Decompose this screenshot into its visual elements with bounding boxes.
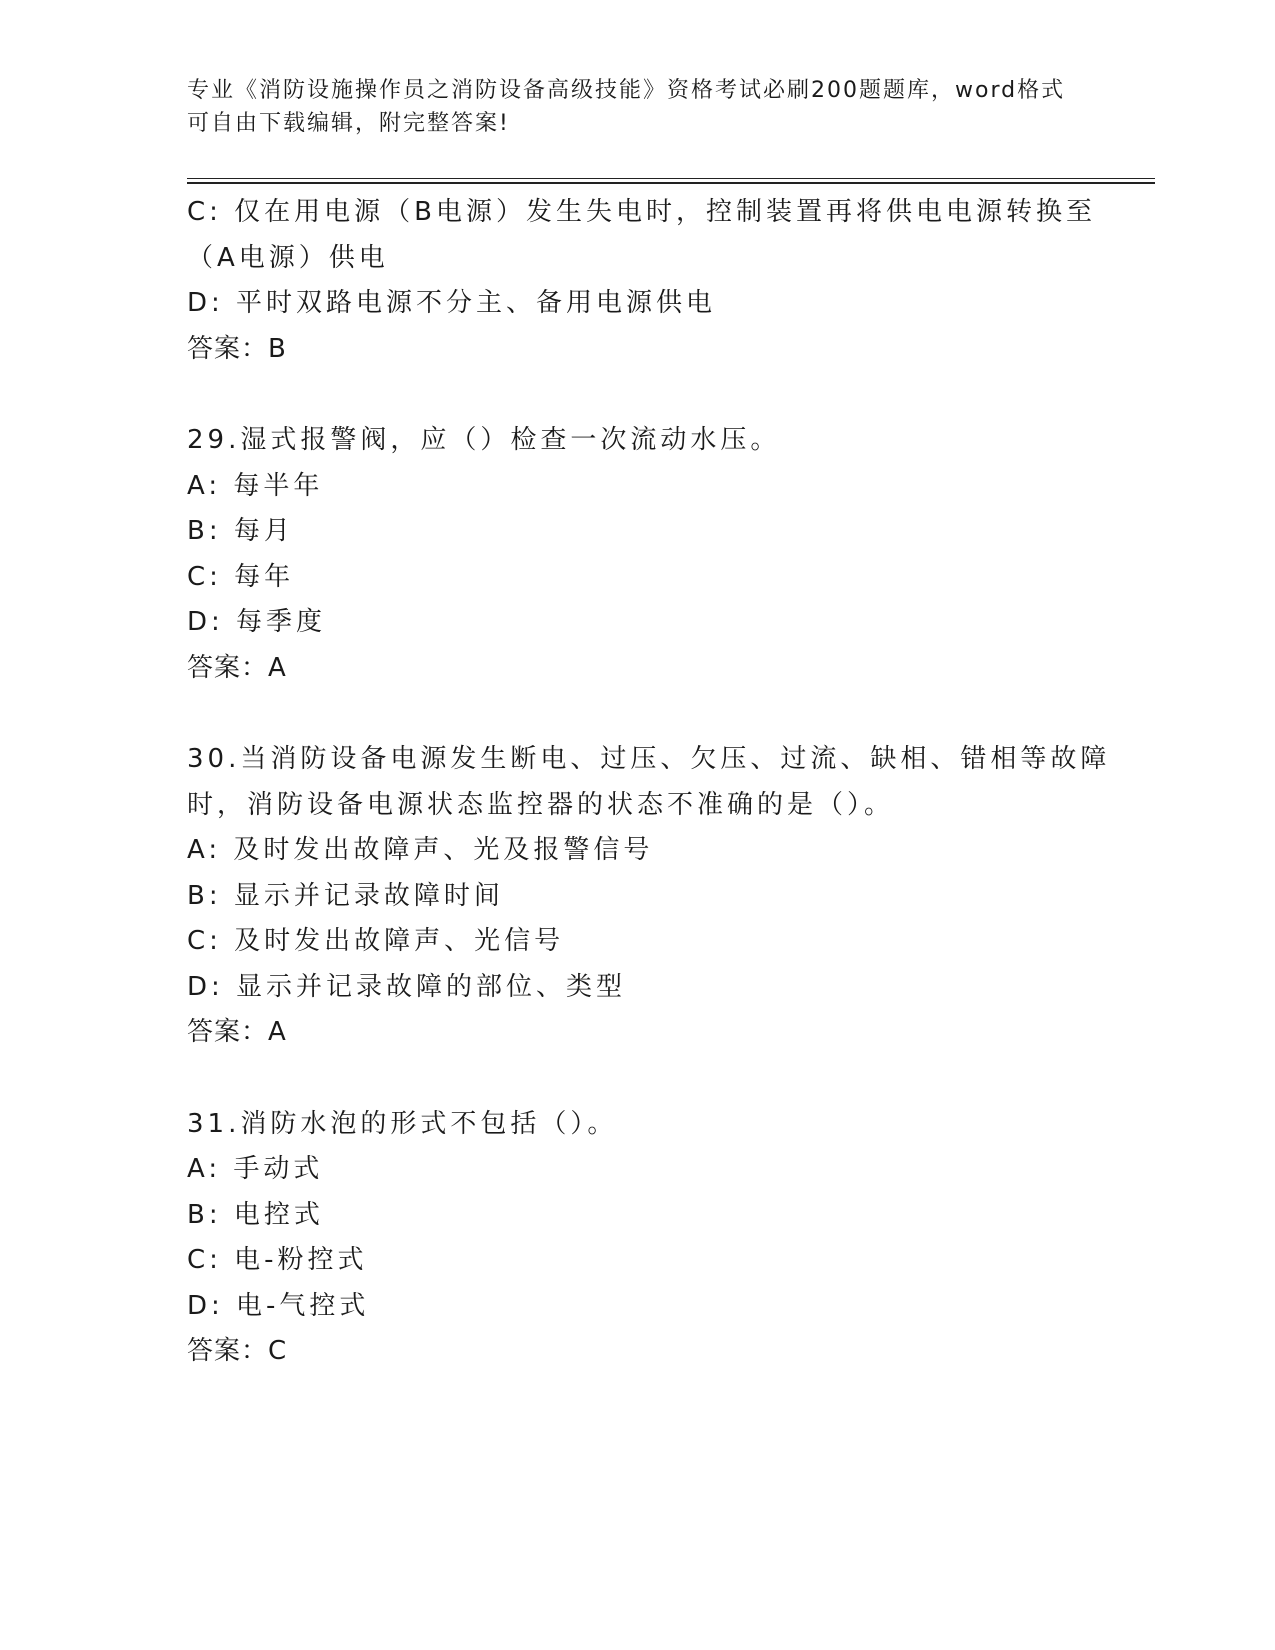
option-d: D: 每季度 (187, 607, 327, 637)
page-header (187, 74, 1067, 140)
option-d: D: 显示并记录故障的部位、类型 (187, 971, 627, 1002)
question-list (187, 190, 1111, 1375)
question-text: 31.消防水泡的形式不包括（）。 (187, 1108, 618, 1139)
option-c: C: 及时发出故障声、光信号 (187, 926, 565, 956)
header-divider-thin (187, 178, 1155, 179)
question-text-line1: 30.当消防设备电源发生断电、过压、欠压、过流、缺相、错相等故障 (187, 744, 1111, 774)
option-b: B: 显示并记录故障时间 (187, 880, 504, 911)
spacer (187, 372, 1087, 418)
question-31 (187, 1102, 1087, 1375)
question-30 (187, 737, 1111, 1056)
option-c: C: 每年 (187, 561, 295, 592)
header-divider-thick (187, 182, 1155, 184)
answer: 答案：C (187, 1336, 288, 1366)
option-a: A: 每半年 (187, 470, 324, 501)
option-a: A: 手动式 (187, 1154, 324, 1184)
answer: 答案：A (187, 1017, 287, 1047)
question-29 (187, 418, 1087, 691)
question-28-tail (187, 190, 1097, 372)
spacer (187, 691, 1087, 737)
option-a: A: 及时发出故障声、光及报警信号 (187, 835, 654, 865)
header-text: 专业《消防设施操作员之消防设备高级技能》资格考试必刷200题题库，word格式可自由下载编辑，附完整答案! (187, 78, 1066, 136)
answer: 答案：A (187, 652, 287, 683)
question-text-line2: 时，消防设备电源状态监控器的状态不准确的是（）。 (187, 789, 895, 820)
option-d: D: 电-气控式 (187, 1290, 370, 1321)
question-text: 29.湿式报警阀，应（）检查一次流动水压。 (187, 425, 781, 455)
option-b: B: 每月 (187, 516, 294, 546)
option-c-line2: （A电源）供电 (187, 242, 389, 273)
option-b: B: 电控式 (187, 1199, 324, 1230)
option-c: C: 电-粉控式 (187, 1245, 368, 1275)
answer: 答案：B (187, 333, 287, 364)
option-d: D: 平时双路电源不分主、备用电源供电 (187, 288, 717, 318)
spacer (187, 1056, 1087, 1102)
option-c-line1: C: 仅在用电源（B电源）发生失电时，控制装置再将供电电源转换至 (187, 197, 1097, 227)
